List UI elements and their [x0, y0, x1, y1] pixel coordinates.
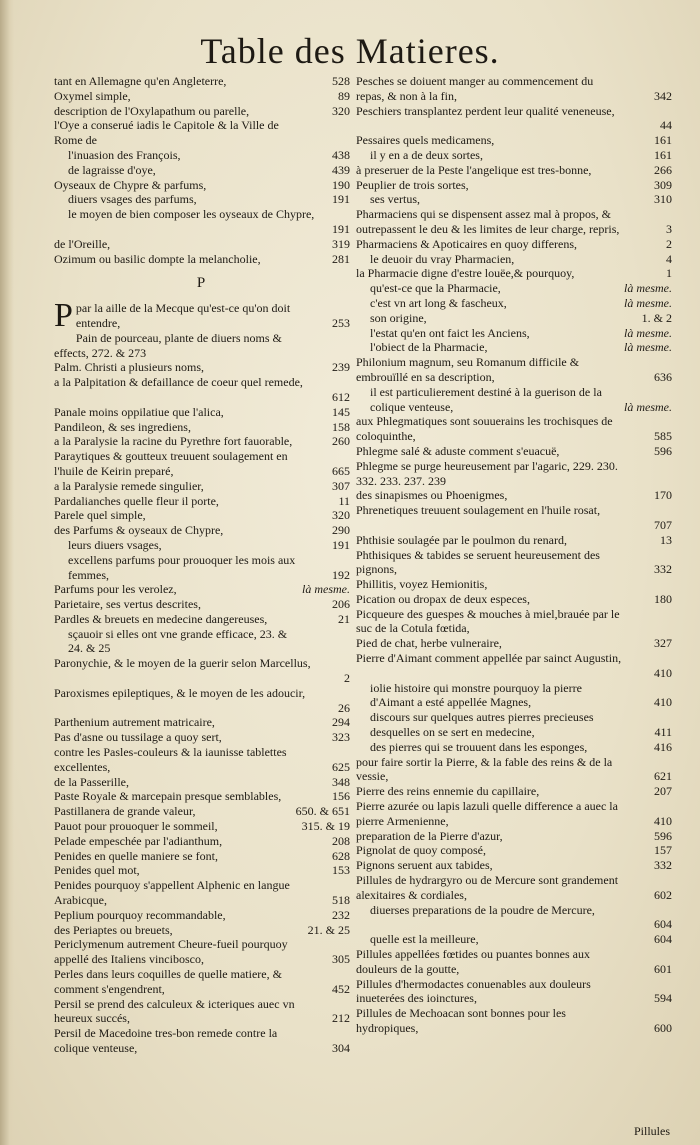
- page-reference: 2: [666, 236, 672, 251]
- index-entry: [54, 819, 350, 834]
- entry-text: Pesches se doiuent manger au commencement du repas, & non à la fin,: [356, 74, 594, 103]
- index-entry: [54, 207, 350, 237]
- index-entry: [54, 178, 350, 193]
- index-entry: [54, 863, 350, 878]
- index-entry: [356, 843, 672, 858]
- entry-text: Periclymenum autrement Cheure-fueil pourquoy appellé des Italiens vincibosco,: [54, 937, 288, 967]
- entry-text: Pardles & breuets en medecine dangereuses,: [54, 611, 268, 626]
- index-entry: [54, 104, 350, 119]
- page-reference: 585: [654, 429, 672, 444]
- index-entry: [54, 553, 350, 583]
- index-entry: [54, 908, 350, 923]
- index-entry: [356, 459, 672, 489]
- page-reference: 665: [332, 463, 350, 478]
- entry-text: des sinapismes ou Phoenigmes,: [356, 488, 508, 503]
- entry-text: Oxymel simple,: [54, 88, 131, 103]
- entry-text: Pillules appellées fœtides ou puantes bonnes aux douleurs de la goutte,: [356, 947, 590, 976]
- entry-text: Paraytiques & goutteux treuuent soulagement en l'huile de Keirin preparé,: [54, 449, 288, 478]
- entry-text: discours sur quelques autres pierres precieuses desquelles on se sert en medecine,: [370, 710, 594, 740]
- page-reference: 44: [660, 118, 672, 133]
- entry-text: Paste Royale & marcepain presque semblables,: [54, 789, 282, 804]
- index-entry: [356, 385, 672, 415]
- page-reference: 266: [654, 162, 672, 177]
- page-reference: 21: [338, 611, 350, 626]
- index-entry: [356, 799, 672, 829]
- entry-text: Phlegme se purge heureusement par l'agaric, 229. 230. 332. 233. 237. 239: [356, 458, 618, 488]
- index-entry: [54, 420, 350, 435]
- page-reference: 307: [332, 478, 350, 493]
- page-reference: 145: [332, 404, 350, 419]
- entry-text: iolie histoire qui monstre pourquoy la pierre d'Aimant a esté appellée Magnes,: [370, 680, 582, 710]
- index-entry: [356, 977, 672, 1007]
- page-reference: 305: [332, 952, 350, 967]
- entry-text: à preseruer de la Peste l'angelique est tres-bonne,: [356, 162, 592, 177]
- entry-text: son origine,: [370, 310, 427, 325]
- page-reference: 207: [654, 784, 672, 799]
- entry-text: qu'est-ce que la Pharmacie,: [370, 281, 501, 296]
- index-entry: [356, 636, 672, 651]
- entry-text: preparation de la Pierre d'azur,: [356, 828, 503, 843]
- page-reference: 604: [654, 932, 672, 947]
- index-entry: [356, 592, 672, 607]
- page-reference: 206: [332, 597, 350, 612]
- page-reference: 260: [332, 434, 350, 449]
- page-reference: 11: [338, 493, 350, 508]
- page-reference: 290: [332, 523, 350, 538]
- index-entry: [356, 829, 672, 844]
- index-entry: [54, 849, 350, 864]
- page-reference: 628: [332, 848, 350, 863]
- entry-text: des pierres qui se trouuent dans les esponges,: [370, 739, 588, 754]
- section-letter: P: [196, 275, 208, 292]
- entry-text: Perles dans leurs coquilles de quelle matiere, & comment s'engendrent,: [54, 967, 282, 996]
- index-entry: [356, 607, 672, 637]
- page-reference: 650. & 651: [295, 804, 350, 819]
- page-reference: 342: [654, 88, 672, 103]
- index-entry: [54, 627, 350, 657]
- page-reference: 212: [332, 1011, 350, 1026]
- index-entry: [54, 252, 350, 267]
- entry-text: le deuoir du vray Pharmacien,: [370, 251, 515, 266]
- entry-text: leurs diuers vsages,: [68, 537, 162, 552]
- page-reference: là mesme.: [624, 325, 672, 340]
- page-reference: 232: [332, 907, 350, 922]
- index-entry: [356, 858, 672, 873]
- entry-text: Peuplier de trois sortes,: [356, 177, 469, 192]
- page-reference: 191: [332, 221, 350, 236]
- page-reference: 4: [666, 251, 672, 266]
- entry-text: Paronychie, & le moyen de la guerir selon Marcellus,: [54, 656, 311, 671]
- page-reference: 170: [654, 488, 672, 503]
- entry-text: Pierre des reins ennemie du capillaire,: [356, 784, 540, 799]
- page-reference: 416: [654, 739, 672, 754]
- entry-text: Paroxismes epileptiques, & le moyen de les adoucir,: [54, 685, 306, 700]
- page-reference: 281: [332, 251, 350, 266]
- index-entry: [356, 533, 672, 548]
- index-entry: [356, 163, 672, 178]
- entry-text: Oyseaux de Chypre & parfums,: [54, 177, 207, 192]
- index-entry: [356, 266, 672, 281]
- entry-text: Phthisie soulagée par le poulmon du renard,: [356, 532, 567, 547]
- page-reference: 327: [654, 636, 672, 651]
- index-entry: [356, 237, 672, 252]
- index-entry: [54, 74, 350, 89]
- page-reference: 192: [332, 567, 350, 582]
- index-entry: [356, 252, 672, 267]
- page-reference: 1. & 2: [641, 310, 672, 325]
- page-reference: 596: [654, 828, 672, 843]
- page-reference: 309: [654, 177, 672, 192]
- page-reference: 239: [332, 360, 350, 375]
- index-entry: [54, 523, 350, 538]
- entry-text: Pardalianches quelle fleur il porte,: [54, 493, 219, 508]
- entry-text: Pas d'asne ou tussilage a quoy sert,: [54, 730, 222, 745]
- index-entry: [356, 296, 672, 311]
- entry-text: de lagraisse d'oye,: [68, 162, 156, 177]
- entry-text: Pierre azurée ou lapis lazuli quelle difference a auec la pierre Armenienne,: [356, 799, 618, 828]
- entry-text: Pharmaciens & Apoticaires en quoy differens,: [356, 236, 578, 251]
- index-entry: [54, 686, 350, 716]
- page-title: Table des Matieres.: [200, 31, 500, 71]
- entry-text: Phthisiques & tabides se seruent heureusement des pignons,: [356, 547, 600, 577]
- page-reference: 2: [344, 671, 350, 686]
- index-entry: [54, 997, 350, 1027]
- entry-text: Pelade empeschée par l'adianthum,: [54, 833, 223, 848]
- entry-text: pour faire sortir la Pierre, & la fable des reins & de la vessie,: [356, 754, 613, 784]
- entry-text: des Periaptes ou breuets,: [54, 922, 173, 937]
- page-reference: 348: [332, 774, 350, 789]
- entry-text: Persil de Macedoine tres-bon remede contre la colique venteuse,: [54, 1026, 278, 1055]
- entry-text: Pessaires quels medicamens,: [356, 133, 495, 148]
- entry-text: Pillules de hydrargyro ou de Mercure sont grandement alexitaires & cordiales,: [356, 873, 619, 902]
- page-reference: 253: [332, 315, 350, 330]
- page-reference: 13: [660, 532, 672, 547]
- page-reference: 439: [332, 162, 350, 177]
- index-entry: [356, 710, 672, 740]
- page-reference: 604: [654, 917, 672, 932]
- index-entry: [356, 148, 672, 163]
- entry-text: diuerses preparations de la poudre de Mercure,: [370, 902, 595, 917]
- entry-text: Palm. Christi a plusieurs noms,: [54, 360, 204, 375]
- entry-text: sçauoir si elles ont vne grande efficace, 23. & 24. & 25: [68, 626, 288, 656]
- index-entry: [54, 331, 350, 361]
- entry-text: l'obiect de la Pharmacie,: [370, 340, 488, 355]
- index-entry: [356, 651, 672, 681]
- page-reference: 612: [332, 389, 350, 404]
- entry-text: Pierre d'Aimant comment appellée par sainct Augustin,: [356, 651, 622, 666]
- index-entry: [356, 133, 672, 148]
- entry-text: quelle est la meilleure,: [370, 932, 479, 947]
- entry-text: Pication ou dropax de deux especes,: [356, 591, 530, 606]
- page-reference: là mesme.: [302, 582, 350, 597]
- entry-text: c'est vn art long & fascheux,: [370, 295, 507, 310]
- index-entry: [54, 937, 350, 967]
- entry-text: tant en Allemagne qu'en Angleterre,: [54, 74, 227, 88]
- index-entry: [356, 873, 672, 903]
- index-entry: [356, 192, 672, 207]
- index-entry: [356, 355, 672, 385]
- page-reference: 411: [654, 725, 672, 740]
- entry-text: le moyen de bien composer les oyseaux de Chypre,: [68, 207, 315, 222]
- index-entry: [54, 508, 350, 523]
- entry-text: excellens parfums pour prouoquer les mois aux femmes,: [68, 552, 296, 582]
- index-entry: [54, 434, 350, 449]
- index-entry: [356, 577, 672, 592]
- page-reference: 153: [332, 863, 350, 878]
- page-reference: 601: [654, 961, 672, 976]
- page-reference: 161: [654, 147, 672, 162]
- entry-text: Peplium pourquoy recommandable,: [54, 907, 226, 922]
- index-entry: [54, 89, 350, 104]
- index-entry: [54, 405, 350, 420]
- entry-text: a la Palpitation & defaillance de coeur quel remede,: [54, 375, 303, 390]
- page-reference: 157: [654, 843, 672, 858]
- index-entry: [356, 932, 672, 947]
- entry-text: Pillules de Mechoacan sont bonnes pour les hydropiques,: [356, 1006, 566, 1035]
- page-reference: 180: [654, 591, 672, 606]
- index-entry: [54, 237, 350, 252]
- page-reference: 332: [654, 858, 672, 873]
- entry-text: Panale moins oppilatiue que l'alica,: [54, 404, 224, 419]
- index-entry: [54, 582, 350, 597]
- page-reference: 636: [654, 369, 672, 384]
- entry-text: Peschiers transplantez perdent leur qualité veneneuse,: [356, 103, 615, 118]
- entry-text: Persil se prend des calculeux & icteriques auec vn heureux succés,: [54, 996, 295, 1026]
- page-reference: 452: [332, 981, 350, 996]
- page-reference: 621: [654, 769, 672, 784]
- entry-text: de l'Oreille,: [54, 236, 111, 251]
- index-entry: [356, 340, 672, 355]
- entry-text: Ozimum ou basilic dompte la melancholie,: [54, 251, 261, 266]
- entry-text: Phlegme salé & aduste comment s'euacuë,: [356, 443, 560, 458]
- page-reference: là mesme.: [624, 281, 672, 296]
- page-reference: là mesme.: [624, 340, 672, 355]
- index-entry: [54, 118, 350, 148]
- index-entry: [356, 74, 672, 104]
- index-entry: [356, 444, 672, 459]
- index-column-left: [54, 74, 350, 1056]
- index-entry: [54, 967, 350, 997]
- page-reference: là mesme.: [624, 295, 672, 310]
- index-entry: [54, 804, 350, 819]
- index-entry: [54, 597, 350, 612]
- index-entry: [356, 207, 672, 237]
- entry-text: Parthenium autrement matricaire,: [54, 715, 215, 730]
- entry-text: ses vertus,: [370, 192, 420, 207]
- entry-text: Pain de pourceau, plante de diuers noms & effects, 272. & 273: [54, 330, 282, 360]
- entry-text: l'estat qu'en ont faict les Anciens,: [370, 325, 530, 340]
- entry-text: Pillules d'hermodactes conuenables aux douleurs inueterées des ioinctures,: [356, 976, 591, 1006]
- index-entry: [54, 730, 350, 745]
- page-reference: 26: [338, 700, 350, 715]
- index-entry: [54, 479, 350, 494]
- index-entry: [54, 878, 350, 908]
- entry-text: Pharmaciens qui se dispensent assez mal à propos, & outrepassent le deu & les limites de leur charge, repris,: [356, 207, 620, 236]
- page-reference: 161: [654, 133, 672, 148]
- index-entry: [54, 192, 350, 207]
- index-entry: [356, 947, 672, 977]
- entry-text: Phrenetiques treuuent soulagement en l'huile rosat,: [356, 503, 601, 518]
- index-column-right: [356, 74, 672, 1036]
- index-entry: [54, 538, 350, 553]
- page-reference: 594: [654, 991, 672, 1006]
- index-entry: [54, 656, 350, 686]
- entry-text: Pied de chat, herbe vulneraire,: [356, 636, 502, 651]
- index-entry: [54, 745, 350, 775]
- entry-text: l'Oye a conserué iadis le Capitole & la Ville de Rome de: [54, 118, 279, 148]
- index-entry: [54, 715, 350, 730]
- page-reference: 156: [332, 789, 350, 804]
- page-reference: là mesme.: [624, 399, 672, 414]
- page-reference: 596: [654, 443, 672, 458]
- index-entry: [54, 297, 350, 335]
- page-reference: 410: [654, 665, 672, 680]
- index-entry: [356, 784, 672, 799]
- index-entry: [356, 740, 672, 755]
- page-reference: 438: [332, 147, 350, 162]
- page-reference: 315. & 19: [301, 819, 350, 834]
- index-entry: [356, 104, 672, 134]
- index-entry: [54, 775, 350, 790]
- catchword: Pillules: [633, 1124, 670, 1138]
- page-reference: 158: [332, 419, 350, 434]
- entry-text: Penides quel mot,: [54, 863, 140, 878]
- entry-text: contre les Pasles-couleurs & la iaunisse tablettes excellentes,: [54, 745, 287, 774]
- index-entry: [54, 1026, 350, 1056]
- index-entry: [54, 923, 350, 938]
- entry-text: a la Paralysie remede singulier,: [54, 478, 204, 493]
- entry-text: il est particulierement destiné à la guerison de la colique venteuse,: [370, 384, 602, 414]
- page-reference: 1: [666, 266, 672, 281]
- index-entry: [54, 360, 350, 375]
- entry-text: Pignolat de quoy composé,: [356, 843, 486, 858]
- index-entry: [356, 503, 672, 533]
- page-reference: 208: [332, 833, 350, 848]
- page-reference: 528: [332, 74, 350, 88]
- page-reference: 21. & 25: [307, 922, 350, 937]
- page-reference: 190: [332, 177, 350, 192]
- index-entry: [356, 281, 672, 296]
- page-reference: 3: [666, 221, 672, 236]
- page-reference: 320: [332, 103, 350, 118]
- entry-text: par la P aille de la Mecque qu'est-ce qu'on doit entendre,: [54, 297, 291, 335]
- page-reference: 707: [654, 517, 672, 532]
- page-reference: 304: [332, 1041, 350, 1055]
- entry-text: Picqueure des guespes & mouches à miel,brauée par le suc de la Cotula fœtida,: [356, 606, 620, 636]
- entry-text: Pandileon, & ses ingrediens,: [54, 419, 191, 434]
- page-reference: 191: [332, 192, 350, 207]
- entry-text: diuers vsages des parfums,: [68, 192, 197, 207]
- index-entry: [356, 311, 672, 326]
- entry-text: Parfums pour les verolez,: [54, 582, 177, 597]
- page-reference: 410: [654, 813, 672, 828]
- entry-text: Parele quel simple,: [54, 508, 146, 523]
- index-entry: [356, 488, 672, 503]
- page-reference: 89: [338, 88, 350, 103]
- entry-text: Penides en quelle maniere se font,: [54, 848, 218, 863]
- entry-text: Pignons seruent aux tabides,: [356, 858, 493, 873]
- page-reference: 600: [654, 1021, 672, 1035]
- index-entry: [54, 789, 350, 804]
- index-entry: [356, 681, 672, 711]
- index-entry: [356, 755, 672, 785]
- index-entry: [54, 163, 350, 178]
- index-entry: [356, 1006, 672, 1036]
- page-reference: 310: [654, 192, 672, 207]
- entry-text: Phillitis, voyez Hemionitis,: [356, 577, 488, 592]
- entry-text: l'inuasion des François,: [68, 147, 181, 162]
- index-entry: [54, 494, 350, 509]
- entry-text: Philonium magnum, seu Romanum difficile & embrouïllé en sa description,: [356, 355, 580, 384]
- page-reference: 332: [654, 562, 672, 577]
- entry-text: Penides pourquoy s'appellent Alphenic en langue Arabicque,: [54, 878, 290, 908]
- page-reference: 410: [654, 695, 672, 710]
- page-reference: 518: [332, 893, 350, 908]
- entry-text: de la Passerille,: [54, 774, 129, 789]
- entry-text: Pastillanera de grande valeur,: [54, 804, 196, 819]
- index-entry: [356, 548, 672, 578]
- page-reference: 625: [332, 759, 350, 774]
- entry-text: il y en a de deux sortes,: [370, 147, 483, 162]
- entry-text: aux Phlegmatiques sont souuerains les trochisques de coloquinthe,: [356, 414, 613, 444]
- entry-text: des Parfums & oyseaux de Chypre,: [54, 523, 224, 538]
- drop-cap: P: [54, 297, 73, 335]
- page-reference: 320: [332, 508, 350, 523]
- page-reference: 191: [332, 537, 350, 552]
- entry-text: description de l'Oxylapathum ou parelle,: [54, 103, 250, 118]
- entry-text: la Pharmacie digne d'estre louëe,& pourquoy,: [356, 266, 575, 281]
- index-entry: [356, 326, 672, 341]
- page-reference: 323: [332, 730, 350, 745]
- entry-text: Parietaire, ses vertus descrites,: [54, 597, 201, 612]
- index-entry: [356, 903, 672, 933]
- index-entry: [54, 449, 350, 479]
- index-entry: [356, 178, 672, 193]
- index-entry: [54, 375, 350, 405]
- entry-text: a la Paralysie la racine du Pyrethre fort fauorable,: [54, 434, 293, 449]
- page-edge: [0, 0, 14, 1145]
- page-reference: 294: [332, 715, 350, 730]
- entry-text: Pauot pour prouoquer le sommeil,: [54, 819, 218, 834]
- page-reference: 319: [332, 236, 350, 251]
- index-entry: [54, 612, 350, 627]
- index-entry: [54, 834, 350, 849]
- page-reference: 602: [654, 887, 672, 902]
- index-entry: [54, 148, 350, 163]
- index-entry: [356, 414, 672, 444]
